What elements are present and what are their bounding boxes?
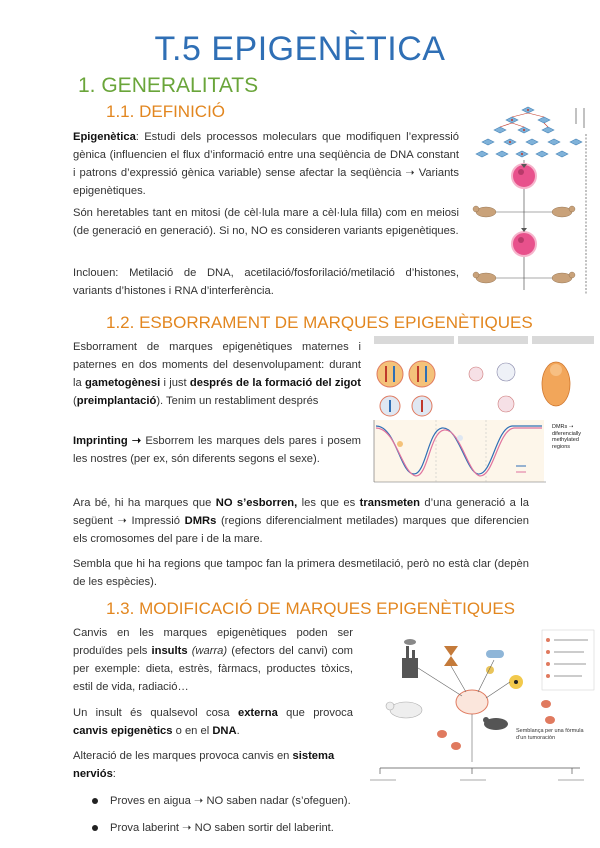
term-dmrs: DMRs: [184, 515, 217, 527]
dmr-annotation: DMRs ➝ diferencially methylated regions: [552, 424, 582, 450]
insults-paragraph: Canvis en les marques epigenètiques poden ser produïdes pels insults (warra) (efectors del canvi) com per exemple: dieta, estrès, fàrmacs, productes tòxics, estil de vida, radiació…: [73, 627, 353, 693]
reprogramming-figure: [366, 334, 596, 500]
bullet-icon: [92, 798, 98, 804]
radiation-icon: [509, 675, 523, 689]
demethylation-paragraph: Sembla que hi ha regions que tampoc fan la primera desmetilació, però no està clar (depèn de les espècies).: [73, 558, 529, 588]
subsection-heading-esborrament: 1.2. ESBORRAMENT DE MARQUES EPIGENÈTIQUES: [106, 313, 533, 332]
embryo-icon: [469, 362, 570, 412]
mouse-icon: [483, 717, 508, 730]
factory-icon: [402, 639, 418, 678]
insult-definition-paragraph: Un insult és qualsevol cosa externa que provoca canvis epigenètics o en el DNA.: [73, 707, 353, 737]
term-gametogenesi: gametogènesi: [84, 377, 161, 389]
insults-figure: [366, 628, 596, 788]
nervous-system-paragraph: Alteració de les marques provoca canvis en sistema nerviós:: [73, 750, 335, 780]
subsection-heading-modificacio: 1.3. MODIFICACIÓ DE MARQUES EPIGENÈTIQUES: [106, 599, 516, 618]
heritability-paragraph: Són heretables tant en mitosi (de cèl·lula mare a cèl·lula filla) com en meiosi (de generació en generació). Si no, NO es consideren variants epigenètiques.: [73, 207, 459, 237]
tumor-annotation: Semblança per una fòrmula d’un tumoraciòn: [516, 728, 584, 741]
definition-paragraph: [73, 128, 459, 200]
rat-icon: [386, 702, 422, 718]
term-imprinting: Imprinting ➝: [73, 435, 142, 447]
definition-text: : Estudi dels processos moleculars que modifiquen l’expressió gènica (influencien el flux d’informació entre una seqüència de DNA constant i patrons d’expressió gènica variable) sense afectar la seqüència ➝ Variants epigenètiques.: [73, 131, 459, 197]
cell-icon: [377, 361, 435, 416]
subsection-heading-definicio: 1.1. DEFINICIÓ: [106, 102, 226, 121]
oocyte-icon: [512, 232, 536, 256]
term-insults: insults: [151, 645, 188, 657]
section-heading-generalitats: 1. GENERALITATS: [78, 74, 259, 97]
page-title: T.5 EPIGENÈTICA: [154, 30, 446, 68]
erasure-paragraph: Esborrament de marques epigenètiques maternes i paternes en dos moments del desenvolupament: durant la gametogènesi i just després de la formació del zigot (preimplantació). Tenim un restabliment després: [73, 341, 361, 407]
list-item: Proves en aigua ➝ NO saben nadar (s’ofeguen).: [92, 794, 351, 807]
bullet-icon: [92, 825, 98, 831]
term-epigenetica: Epigenètica: [73, 131, 136, 143]
inheritance-figure: [466, 104, 596, 300]
dmr-paragraph: Ara bé, hi ha marques que NO s’esborren, les que es transmeten d’una generació a la següent ➝ Impressió DMRs (regions diferencialment metilades) marques que diferencien els cromosomes del pare i de la mare.: [73, 497, 530, 545]
list-item: Prova laberint ➝ NO saben sortir del laberint.: [92, 821, 334, 834]
hourglass-icon: [444, 646, 458, 666]
includes-paragraph: Inclouen: Metilació de DNA, acetilació/fosforilació/metilació d’histones, variants d’histones i RNA d’interferència.: [73, 267, 459, 297]
cell-lineage-tree: [476, 107, 582, 157]
imprinting-paragraph: Imprinting ➝ Esborrem les marques dels pares i posem les nostres (per ex, són diferents segons el sexe).: [73, 435, 362, 465]
